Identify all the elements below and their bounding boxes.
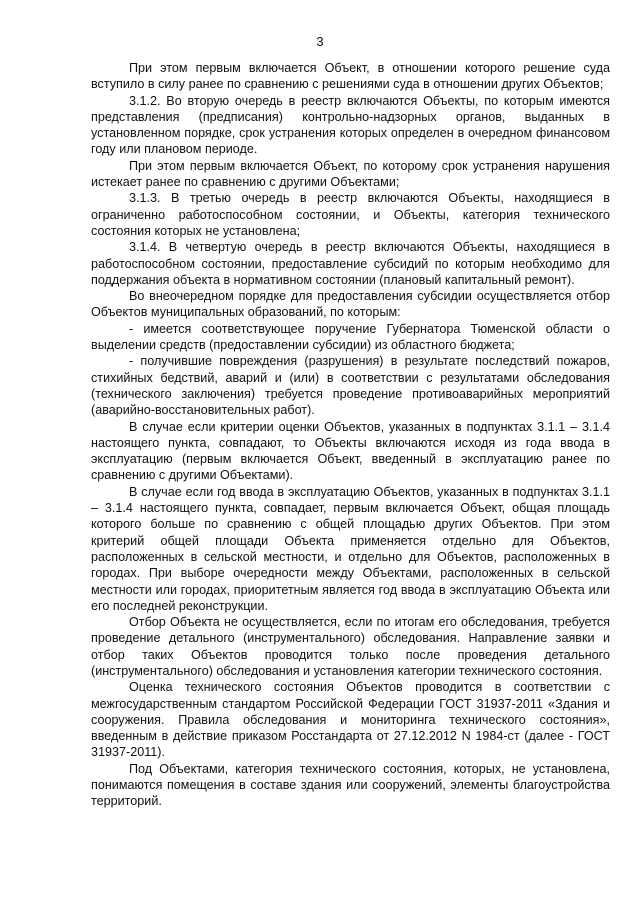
list-item-damaged-objects: - получившие повреждения (разрушения) в результате последствий пожаров, стихийных бедствий, аварий и (или) в соответствии с результатами обследования (технического заключения) требуется проведение противоаварийных мероприятий (аварийно-восстановительных работ). bbox=[91, 354, 610, 418]
document-body bbox=[91, 60, 610, 810]
paragraph-equal-criteria: В случае если критерии оценки Объектов, указанных в подпунктах 3.1.1 – 3.1.4 настоящего пункта, совпадают, то Объекты включаются исходя из года ввода в эксплуатацию (первым включается Объект, введенный в эксплуатацию ранее по сравнению с другими Объектами). bbox=[91, 419, 610, 483]
paragraph-priority-court-decision: При этом первым включается Объект, в отношении которого решение суда вступило в силу ранее по сравнению с решениями суда в отношении других Объектов; bbox=[91, 61, 610, 92]
paragraph-extraordinary-selection: Во внеочередном порядке для предоставления субсидии осуществляется отбор Объектов муниципальных образований, по которым: bbox=[91, 289, 610, 320]
paragraph-priority-violation-deadline: При этом первым включается Объект, по которому срок устранения нарушения истекает ранее по сравнению с другими Объектами; bbox=[91, 158, 610, 190]
paragraph-technical-assessment: Оценка технического состояния Объектов проводится в соответствии с межгосударственным стандартом Российской Федерации ГОСТ 31937-2011 «Здания и сооружения. Правила обследования и мониторинга технического состояния», введенным в действие приказом Росстандарта от 27.12.2012 N 1984-ст (далее - ГОСТ 31937-2011). bbox=[91, 680, 610, 760]
paragraph-3-1-4: 3.1.4. В четвертую очередь в реестр включаются Объекты, находящиеся в работоспособном состоянии, предоставление субсидий по которым необходимо для поддержания объекта в нормативном состоянии (плановый капитальный ремонт). bbox=[91, 240, 610, 287]
paragraph-3-1-2: 3.1.2. Во вторую очередь в реестр включаются Объекты, по которым имеются представления (предписания) контрольно-надзорных органов, выданных в установленном порядке, срок устранения которых определен в очередном финансовом году или плановом периоде. bbox=[91, 93, 610, 157]
paragraph-equal-commissioning-year: В случае если год ввода в эксплуатацию Объектов, указанных в подпунктах 3.1.1 – 3.1.4 настоящего пункта, совпадает, первым включается Объект, общая площадь которого больше по сравнению с общей площадью других Объектов. При этом критерий общей площади Объекта применяется отдельно для Объектов, расположенных в сельской местности, и отдельно для Объектов, расположенных в городах. При выборе очередности между Объектами, расположенных в сельской местности или городах, приоритетным является год ввода в эксплуатацию Объекта или его последней реконструкции. bbox=[91, 484, 610, 613]
page-number: 3 bbox=[316, 34, 324, 49]
list-item-governor-order: - имеется соответствующее поручение Губернатора Тюменской области о выделении средств (предоставлении субсидии) из областного бюджета; bbox=[91, 321, 610, 353]
paragraph-objects-definition: Под Объектами, категория технического состояния, которых, не установлена, понимаются помещения в составе здания или сооружений, элементы благоустройства территорий. bbox=[91, 761, 610, 809]
paragraph-3-1-3: 3.1.3. В третью очередь в реестр включаются Объекты, находящиеся в ограниченно работоспособном состоянии, и Объекты, категория технического состояния которых не установлена; bbox=[91, 191, 610, 238]
paragraph-selection-not-performed: Отбор Объекта не осуществляется, если по итогам его обследования, требуется проведение детального (инструментального) обследования. Направление заявки и отбор таких Объектов проводится только после проведения детального (инструментального) обследования и установления категории технического состояния. bbox=[91, 615, 610, 678]
